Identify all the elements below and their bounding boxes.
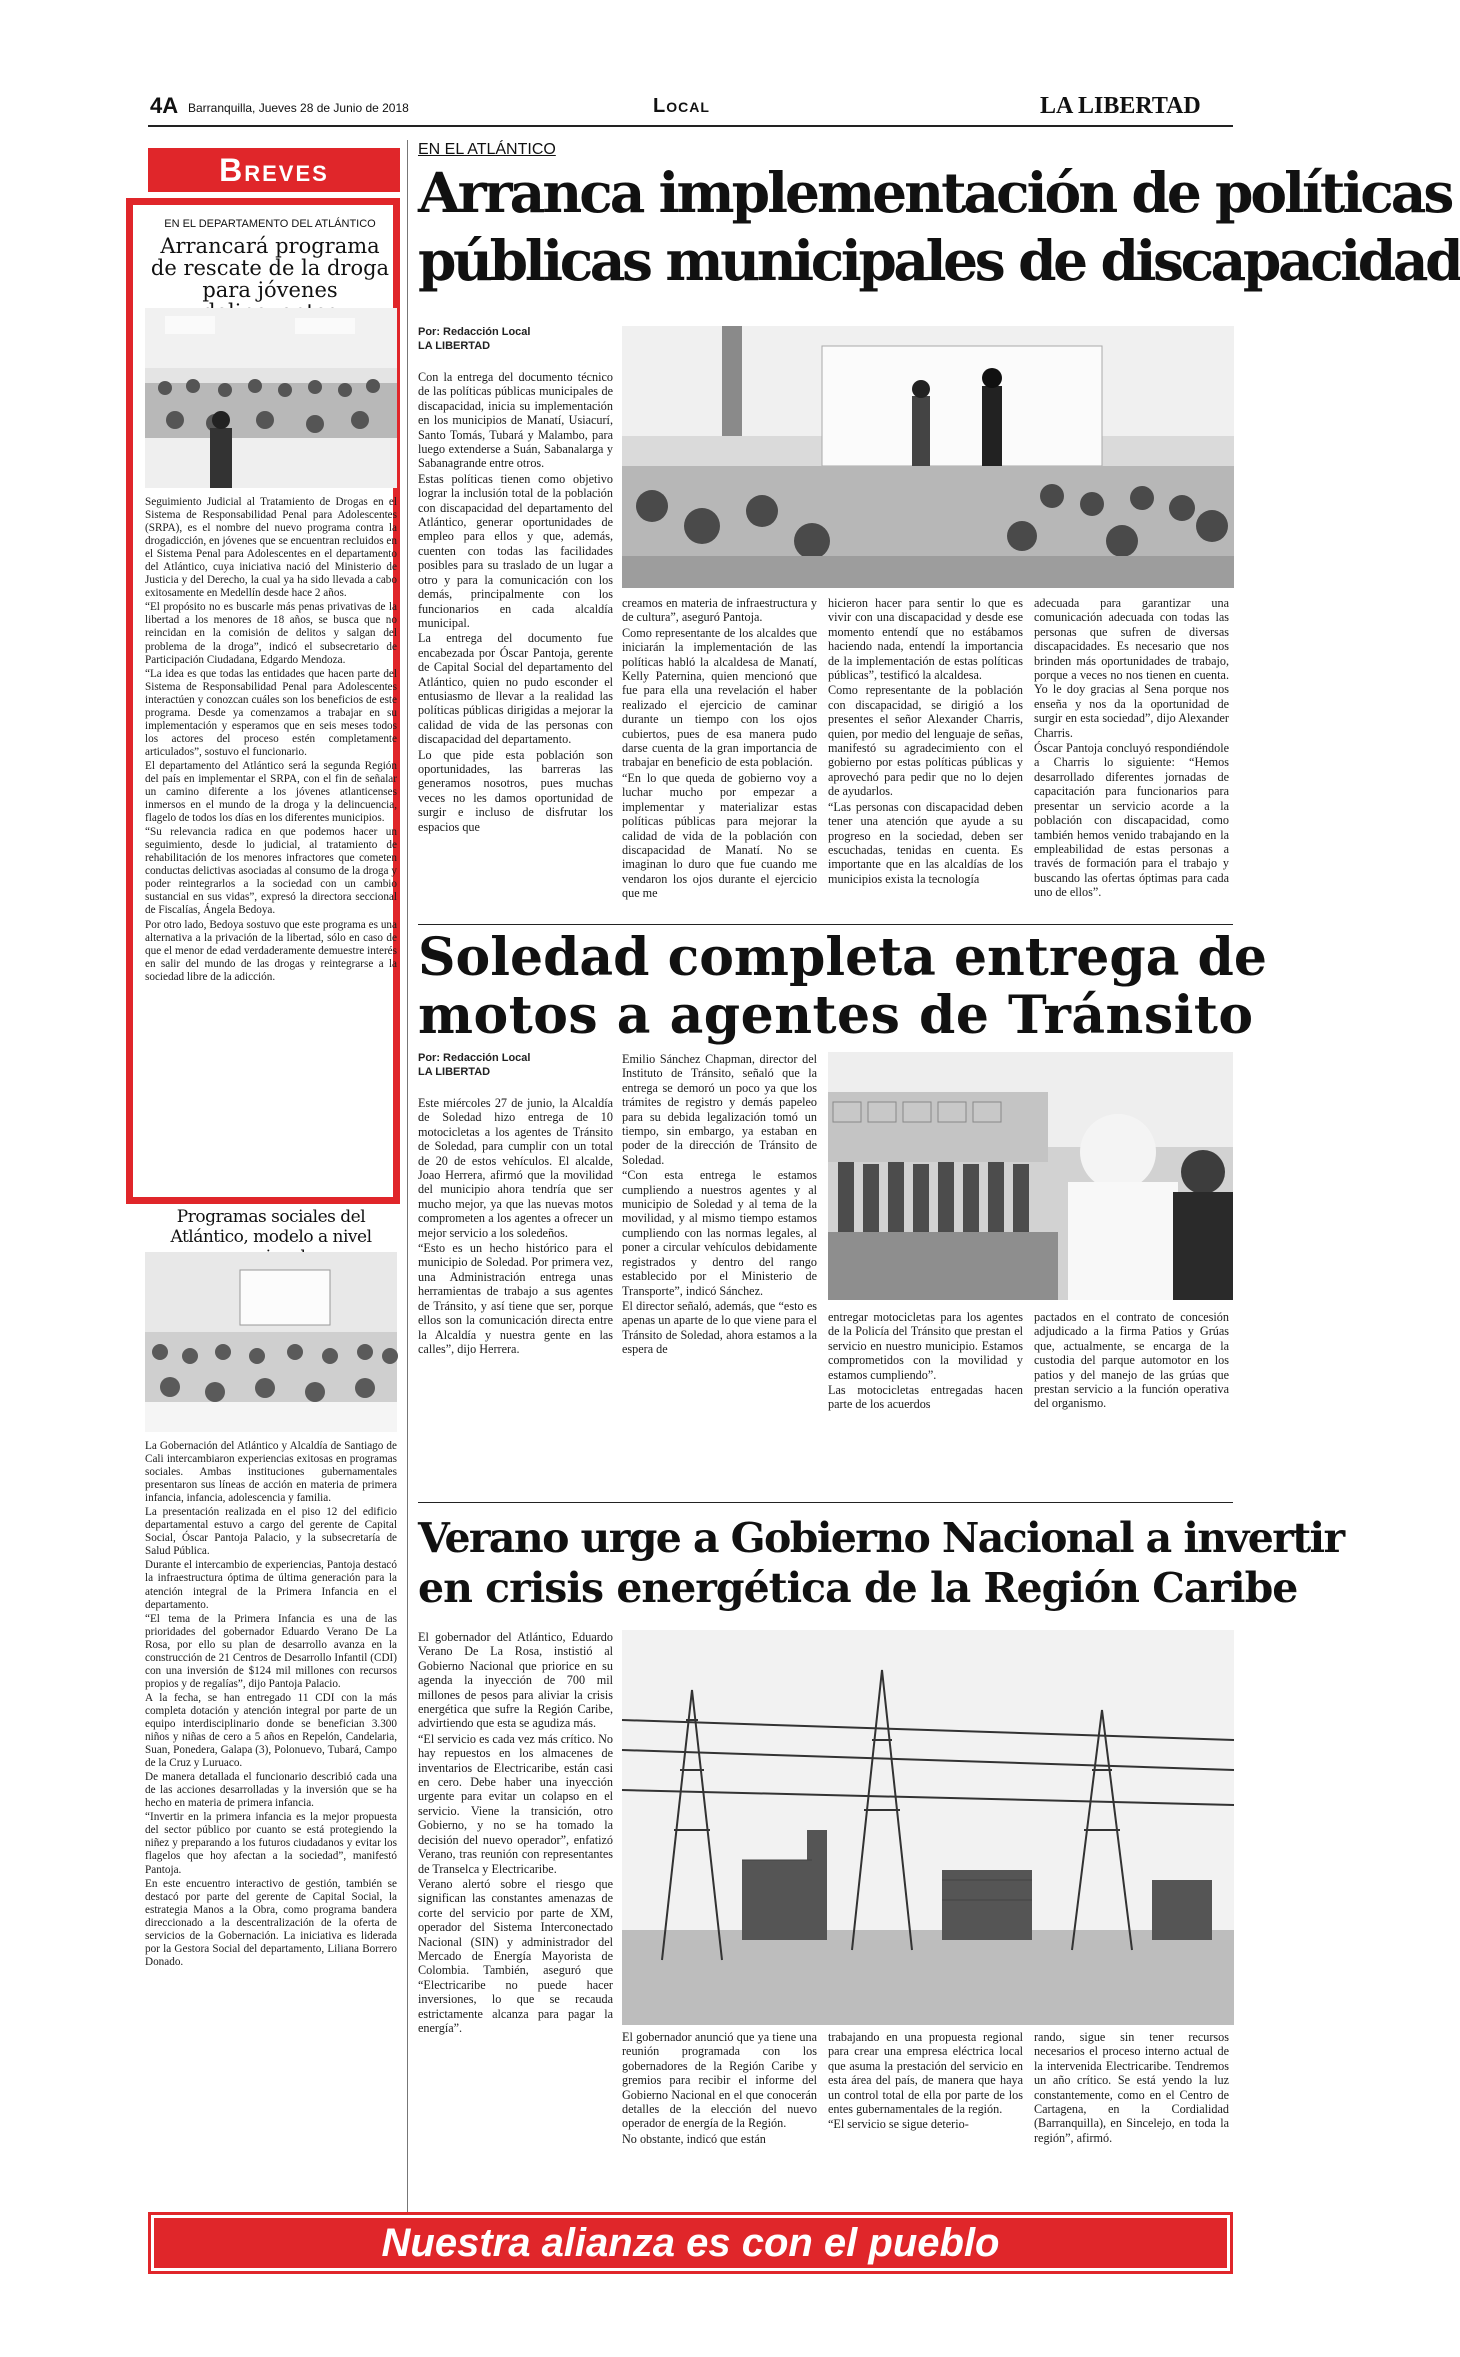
story3-col2: El gobernador anunció que ya tiene una reunión programada con los gobernadores de la Región Caribe y gremios para recibir el informe del Gobierno Nacional en el que conocerán detalles de la elección del nuevo operador de energía de la Región. No obstante, indicó que están: [622, 2030, 817, 2146]
story3-col1: El gobernador del Atlántico, Eduardo Verano De La Rosa, instistió al Gobierno Nacional que priorice en su agenda la inyección de 700 mil millones de pesos para aliviar la crisis energética que sufre la Región Caribe, advirtiendo que esta se agudiza más. “El servicio es cada vez más crítico. No hay repuestos en los almacenes de inventarios de Electricaribe, están casi en cero. Debe haber una inyección urgente para evitar un colapso en el servicio. Viene la transición, otro Gobierno, y no se ha tomado la decisión del nuevo operador”, enfatizó Verano, tras reunión con representantes de Transelca y Electricaribe. Verano alertó sobre el riesgo que significan las constantes amenazas de corte del servicio por parte de XM, operador del Sistema Interconectado Nacional (SIN) y administrador del Mercado de Energía Mayorista de Colombia. También, aseguró que “Electricaribe no puede hacer inversiones, lo que se recauda estrictamente alcanza para pagar la energía”.: [418, 1630, 613, 2035]
story1-headline-line1: Arranca implementación de políticas: [418, 160, 1452, 225]
page-number: 4A: [150, 93, 179, 118]
story3-headline-line2: en crisis energética de la Región Caribe: [418, 1564, 1298, 1612]
story1-headline-line2: públicas municipales de discapacidad: [418, 228, 1460, 293]
breves-item2-title: Programas sociales del Atlántico, modelo a nivel: [170, 1207, 372, 1247]
story2-photo: [828, 1052, 1233, 1300]
section-name: Local: [653, 95, 710, 117]
story3-col3: trabajando en una propuesta regional para crear una empresa eléctrica local que asuma la prestación del servicio en esta área del país, de manera que haya un control total de ella por parte de los entes gubernamentales de la región. “El servicio se sigue deterio-: [828, 2030, 1023, 2132]
breves-kicker: EN EL DEPARTAMENTO DEL ATLÁNTICO: [164, 218, 376, 230]
story1-col3: hicieron hacer para sentir lo que es vivir con una discapacidad y desde ese momento entendí que no estábamos haciendo nada, entendí la importancia de la implementación de estas políticas públicas”, testificó la alcaldesa. Como representante de la población con discapacidad, se dirigió a los presentes el señor Alexander Charris, quien, por medio del lenguaje de señas, manifestó su agradecimiento con el gobierno por estas políticas públicas y aprovechó para pedir que no lo dejen de ayudarlos. “Las personas con discapacidad deben tener una atención que ayude a su progreso en la sociedad, deben ser escuchadas, tenidas en cuenta. Es importante que en las alcaldías de los municipios exista la tecnología: [828, 596, 1023, 886]
story1-byline-paper: LA LIBERTAD: [418, 340, 491, 352]
newspaper-name: LA LIBERTAD: [1040, 93, 1201, 119]
story2-col1: Este miércoles 27 de junio, la Alcaldía de Soledad hizo entrega de 10 motocicletas a los agentes de Tránsito de Soledad, para cumplir con un total de 20 de estos vehículos. El alcalde, Joao Herrera, afirmó que la movilidad del municipio ahora tendría que ser mucho mejor, ya que las nuevas motos comprometen a los agentes a ofrecer un mejor servicio a los soledeños. “Esto es un hecho histórico para el municipio de Soledad. Por primera vez, una Administración entrega unas herramientas de trabajo a sus agentes de Tránsito, y así tiene que ser, porque ellos son la comunicación directa entre la Alcaldía y nuestra gente en las calles”, dijo Herrera.: [418, 1096, 613, 1356]
story-divider: [418, 924, 1233, 925]
story-divider-2: [418, 1502, 1233, 1503]
story3-headline-line1: Verano urge a Gobierno Nacional a invertir: [418, 1514, 1344, 1562]
story1-kicker: EN EL ATLÁNTICO: [418, 141, 556, 158]
story3-col4: rando, sigue sin tener recursos necesarios el proceso interno actual de la intervenida Electricaribe. Tendremos un año crítico. Se está yendo la luz constantemente, como en el Centro de Cartagena, en la Cordialidad (Barranquilla), en Sincelejo, en toda la región”, afirmó.: [1034, 2030, 1229, 2145]
story1-col1: Con la entrega del documento técnico de las políticas públicas municipales de discapacidad, inicia su implementación en los municipios de Manatí, Usiacurí, Santo Tomás, Tubará y Malambo, para luego extenderse a Suán, Sabanalarga y Sabanagrande entre otros. Estas políticas tienen como objetivo lograr la inclusión total de la población con discapacidad del departamento del Atlántico, generar oportunidades de empleo para ellos y que, además, cuenten con todas las facilidades posibles para su traslado de un lugar a otro y para la comunicación con los demás, principalmente con los funcionarios en cada alcaldía municipal. La entrega del documento fue encabezada por Óscar Pantoja, gerente de Capital Social del departamento del Atlántico, quien no pudo esconder el entusiasmo de llevar a la realidad las políticas públicas dirigidas a mejorar la calidad de vida de las personas con discapacidad del departamento. Lo que pide esta población son oportunidades, las barreras las generamos nosotros, pues muchas veces no les damos oportunidad de surgir e incluso de disfrutar los espacios que: [418, 370, 613, 834]
column-divider: [407, 140, 408, 2240]
breves-item-body: Seguimiento Judicial al Tratamiento de Drogas en el Sistema de Responsabilidad Penal para Adolescentes (SRPA), es el nombre del nuevo programa contra la drogadicción, en jóvenes que se encuentran recluidos en el Sistema Penal para Adolescentes en el departamento del Atlántico, cuya iniciativa nació del Ministerio de Justicia y del Derecho, la cual ya ha sido llevada a cabo exitosamente en Medellín desde hace 2 años. “El propósito no es buscarle más penas privativas de la libertad a los menores de 18 años, se busca que no reincidan en la comisión de delitos y salgan del problema de la droga”, indicó el subsecretario de Participación Ciudadana, Edgardo Mendoza. “La idea es que todas las entidades que hacen parte del Sistema de Responsabilidad Penal para Adolescentes interactúen y conozcan cuáles son los beneficios de este programa. Desde ya comenzamos a trabajar en su implementación y esperamos que en seis meses todos los actores del proceso estén completamente articulados”, sostuvo el funcionario. El departamento del Atlántico será la segunda Región del país en implementar el SRPA, con el fin de señalar un camino diferente a los jóvenes atlanticenses inmersos en el mundo de la droga y la delincuencia, flagelo de todos los días en los diferentes municipios. “Su relevancia radica en que podemos hacer un seguimiento, desde lo judicial, al tratamiento de rehabilitación de los menores infractores que cometen conductas delictivas asociadas al consumo de la droga y poder reintegrarlos a la sociedad con un cambio sustancial en sus vidas”, expresó la directora seccional de Fiscalías, Ángela Bedoya. Por otro lado, Bedoya sostuvo que este programa es una alternativa a la privación de la libertad, sólo en caso de que el menor de edad verdaderamente demuestre interés en salir del mundo de las drogas y reintegrarse a la sociedad libre de la adicción.: [145, 496, 397, 983]
story2-byline-author: Por: Redacción Local: [418, 1052, 531, 1064]
breves-label: Breves: [148, 148, 400, 192]
story2-col4: pactados en el contrato de concesión adjudicado a la firma Patios y Grúas que, actualmente, se encarga de la custodia del parque automotor en los patios y del manejo de las grúas que prestan servicio a la función operativa del organismo.: [1034, 1310, 1229, 1411]
story2-col3: entregar motocicletas para los agentes de la Policía del Tránsito que prestan el servicio en nuestro municipio. Estamos comprometidos con la movilidad y estamos cumpliendo”. Las motocicletas entregadas hacen parte de los acuerdos: [828, 1310, 1023, 1412]
story1-byline-author: Por: Redacción Local: [418, 326, 531, 338]
story2-headline-line1: Soledad completa entrega de: [418, 927, 1267, 988]
story3-photo: [622, 1630, 1234, 2025]
story2-byline-paper: LA LIBERTAD: [418, 1066, 491, 1078]
story2-headline-line2: motos a agentes de Tránsito: [418, 985, 1254, 1046]
masthead-rule: [148, 125, 1233, 127]
slogan-text: Nuestra alianza es con el pueblo: [381, 2221, 1000, 2265]
story1-photo: [622, 326, 1234, 588]
story1-col2: creamos en materia de infraestructura y de cultura”, aseguró Pantoja. Como representante de los alcaldes que iniciarán la implementación de las políticas habló la alcaldesa de Manatí, Kelly Paternina, quien mencionó que fue para ella una revelación el haber realizado el ejercicio de caminar durante un tiempo con los ojos cubiertos, pues de esa manera pudo darse cuenta de la gran importancia de trabajar en beneficio de esta población. “En lo que queda de gobierno voy a luchar mucho por empezar a implementar y materializar estas políticas públicas para mejorar la calidad de vida de la población con discapacidad de Manatí. No se imaginan lo duro que fue cuando me vendaron los ojos durante el ejercicio que me: [622, 596, 817, 901]
breves-photo: [145, 308, 397, 488]
story1-col4: adecuada para garantizar una comunicación adecuada con todas las personas que sufren de diversas discapacidades. Es necesario que nos brinden más oportunidades de trabajo, porque a veces no nos tienen en cuenta. Yo le doy gracias al Sena porque nos enseña y nos da la oportunidad de surgir en esta sociedad”, dijo Alexander Charris. Óscar Pantoja concluyó respondiéndole a Charris lo siguiente: “Hemos desarrollado diferentes jornadas de capacitación para funcionarios para presentar un servicio acorde a la población con discapacidad, como también hemos venido trabajando en la empleabilidad de estas personas a través de formación para el trabajo y buscando las ofertas óptimas para cada uno de ellos”.: [1034, 596, 1229, 900]
breves-item2-photo: [145, 1252, 397, 1432]
story2-col2: Emilio Sánchez Chapman, director del Instituto de Tránsito, señaló que la entrega se demoró un poco ya que los trámites de registro y demás papeleo para su debida legalización tomó un tiempo, sin embargo, ya estaban en poder de la dirección de Tránsito de Soledad. “Con esta entrega le estamos cumpliendo a nuestros agentes y al municipio de Soledad y al tema de la movilidad, y al mismo tiempo estamos cumpliendo con las normas legales, al poner a circular vehículos debidamente registrados y dentro del rango establecido por el Ministerio de Transporte”, indicó Sánchez. El director señaló, además, que “esto es apenas un aparte de lo que viene para el Tránsito de Soledad, ahora estamos a la espera de: [622, 1052, 817, 1357]
page-date: Barranquilla, Jueves 28 de Junio de 2018: [188, 101, 409, 115]
breves-item2-body: La Gobernación del Atlántico y Alcaldía de Santiago de Cali intercambiaron experiencias exitosas en programas sociales. Ambas instituciones gubernamentales presentaron sus líneas de acción en materia de primera infancia, infancia, adolescencia y familia. La presentación realizada en el piso 12 del edificio departamental estuvo a cargo del gerente de Capital Social, Óscar Pantoja Palacio, y la subsecretaría de Salud Pública. Durante el intercambio de experiencias, Pantoja destacó la infraestructura óptima de última generación para la atención integral de la Primera Infancia en el departamento. “El tema de la Primera Infancia es una de las prioridades del gobernador Eduardo Verano De La Rosa, por ello su plan de desarrollo avanza en la construcción de 21 Centros de Desarrollo Infantil (CDI) con una inversión de $124 mil millones con recursos propios y de regalías”, dijo Pantoja Palacio. A la fecha, se han entregado 11 CDI con la más completa dotación y atención integral por parte de un equipo interdisciplinario donde se benefician 3.300 niños y niñas de cero a 5 años en Repelón, Candelaria, Suan, Ponedera, Galapa (3), Polonuevo, Tubará, Campo de la Cruz y Luruaco. De manera detallada el funcionario describió cada una de las acciones desarrolladas y la inversión que se ha hecho en materia de primera infancia. “Invertir en la primera infancia es la mejor propuesta del sector público por cuanto se está protegiendo la niñez y preparando a los futuros ciudadanos y evitar los flagelos que hoy afectan a la sociedad”, manifestó Pantoja. En este encuentro interactivo de gestión, también se destacó por parte del gerente de Capital Social, la estrategia Manos a la Obra, como programa bandera direccionado a la descentralización de la oferta de servicios de la Gobernación. La iniciativa es liderada por la Gestora Social del departamento, Liliana Borrero Donado.: [145, 1440, 397, 1968]
breves-item-title: Arrancará programa de rescate de la droga para jóvenes: [150, 234, 390, 302]
